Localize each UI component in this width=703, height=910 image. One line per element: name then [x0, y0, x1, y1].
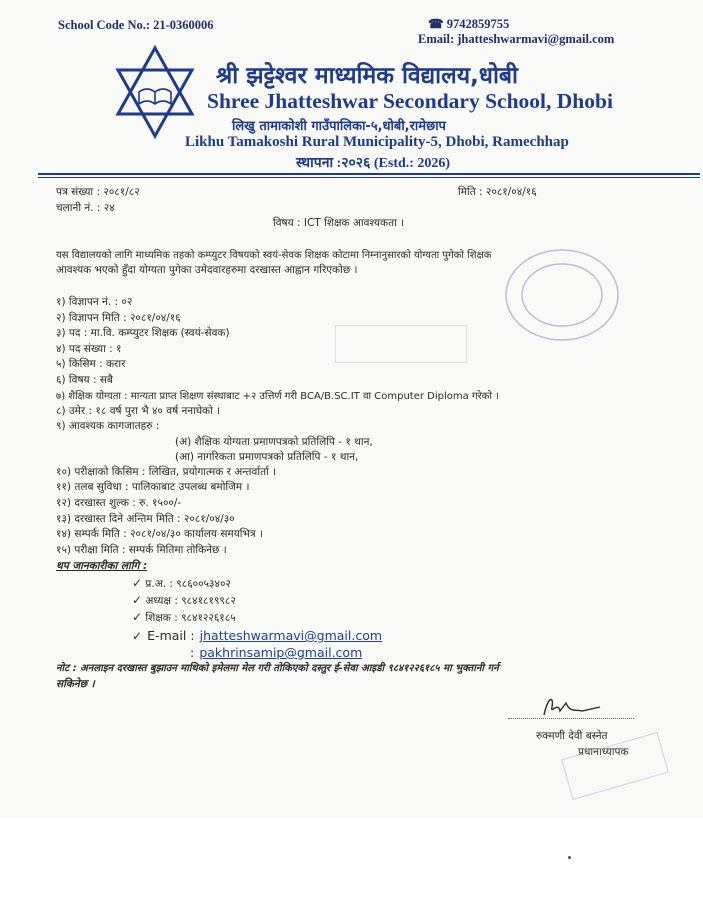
header-rule — [38, 173, 700, 175]
round-stamp — [497, 240, 627, 350]
item-13: १३) दरखास्त दिने अन्तिम मिति : २०८१/०४/३० — [56, 513, 235, 525]
email-header: Email: jhatteshwarmavi@gmail.com — [418, 32, 615, 46]
doc-b: (आ) नागरिकता प्रमाणपत्रको प्रतिलिपि - १ थान, — [175, 451, 359, 463]
item-1: १) विज्ञापन नं. : ०२ — [56, 296, 133, 308]
item-14: १४) सम्पर्क मिति : २०८१/०४/३० कार्यालय समयभित्र । — [56, 528, 263, 540]
phone-line — [428, 16, 509, 32]
item-3: ३) पद : मा.वि. कम्प्युटर शिक्षक (स्वयं-सेवक) — [56, 327, 230, 339]
info-heading: थप जानकारीका लागि : — [56, 560, 148, 572]
checkmark-icon: ✓ — [132, 610, 143, 624]
note-line-2: सकिनेछ । — [56, 678, 95, 690]
item-9: ९) आवश्यक कागजातहरु : — [56, 420, 160, 432]
checkmark-icon: ✓ — [132, 576, 143, 590]
phone-icon: ☎ — [428, 17, 444, 31]
email-link-2[interactable]: pakhrinsamip@gmail.com — [199, 645, 363, 660]
school-name-en: Shree Jhatteshwar Secondary School, Dhobi — [207, 89, 613, 113]
book-icon — [139, 89, 171, 104]
school-name-np: श्री झट्टेश्वर माध्यमिक विद्यालय,धोबी — [216, 63, 518, 89]
signer-name: रुक्मणी देवी बस्नेत — [536, 730, 608, 742]
speck — [568, 856, 571, 859]
note-line-1: नोट : अनलाइन दरखास्त बुझाउन माथिको इमेलमा मेल गरी तोकिएको दस्तुर ई-सेवा आइडी ९८४१२२६१८५ मा भुक्तानी गर्न — [56, 663, 499, 674]
bottom-margin — [0, 818, 703, 910]
signature-line — [508, 718, 634, 719]
doc-a: (अ) शैक्षिक योग्यता प्रमाणपत्रको प्रतिलिपि - १ थान, — [175, 436, 373, 448]
item-15: १५) परीक्षा मिति : सम्पर्क मितिमा तोकिनेछ । — [56, 544, 227, 556]
item-2: २) विज्ञापन मिति : २०८१/०४/१६ — [56, 312, 181, 324]
school-code: School Code No.: 21-0360006 — [58, 18, 214, 32]
item-10: १०) परीक्षाको किसिम : लिखित, प्रयोगात्मक र अन्तर्वार्ता । — [56, 466, 277, 478]
established: स्थापना :२०२६ (Estd.: 2026) — [296, 156, 451, 171]
dispatch-no: चलानी नं. : २४ — [56, 202, 115, 214]
signer-title: प्रधानाध्यापक — [578, 746, 629, 758]
item-8: ८) उमेर : १८ वर्ष पुरा भै ४० वर्ष ननाघेको । — [56, 405, 221, 417]
phone-number: 9742859755 — [446, 17, 510, 31]
ref-no: पत्र संख्या : २०८१/८२ — [56, 186, 140, 198]
checkmark-icon: ✓ — [132, 593, 143, 607]
item-6: ६) विषय : सबै — [56, 374, 113, 386]
item-7: ७) शैक्षिक योग्यता : मान्यता प्राप्त शिक्षण संस्थाबाट +२ उत्तिर्ण गरी BCA/B.SC.IT वा Computer Diploma गरेको । — [56, 391, 499, 402]
header-rule-thin — [38, 177, 700, 178]
item-5: ५) किसिम : करार — [56, 358, 126, 370]
item-11: ११) तलब सुविधा : पालिकाबाट उपलब्ध बमोजिम । — [56, 481, 250, 493]
contact-chair: ✓ अध्यक्ष : ९८४१८१९९८२ — [132, 593, 236, 607]
item-12: १२) दरखास्त शुल्क : रु. १५००/- — [56, 497, 182, 509]
item-4: ४) पद संख्या : १ — [56, 343, 122, 355]
school-logo-star — [112, 44, 198, 140]
contact-principal: ✓ प्र.अ. : ९८६००५३४०२ — [132, 576, 231, 590]
letter-date: मिति : २०८१/०४/१६ — [458, 186, 537, 198]
faint-stamp — [335, 325, 467, 363]
address-en: Likhu Tamakoshi Rural Municipality-5, Dhobi, Ramechhap — [185, 134, 569, 150]
contact-email-2: : pakhrinsamip@gmail.com — [190, 645, 363, 660]
intro-line-1: यस विद्यालयको लागि माध्यमिक तहको कम्प्युटर विषयको स्वयं-सेवक शिक्षक कोटामा निम्नानुसारको योग्यता पुगेको शिक्षक — [56, 250, 492, 261]
subject: विषय : ICT शिक्षक आवश्यकता । — [273, 217, 405, 229]
checkmark-icon: ✓ — [132, 629, 143, 643]
contact-email: ✓ E-mail : jhatteshwarmavi@gmail.com — [132, 628, 383, 643]
email-link-1[interactable]: jhatteshwarmavi@gmail.com — [199, 628, 383, 643]
address-np: लिखु तामाकोशी गाउँपालिका-५,धोबी,रामेछाप — [232, 119, 446, 134]
contact-teacher: ✓ शिक्षक : ९८४१२२६१८५ — [132, 610, 236, 624]
intro-line-2: आवश्यक भएको हुँदा योग्यता पुगेका उमेदवारहरुमा दरखास्त आह्वान गरिएकोछ । — [56, 264, 358, 276]
